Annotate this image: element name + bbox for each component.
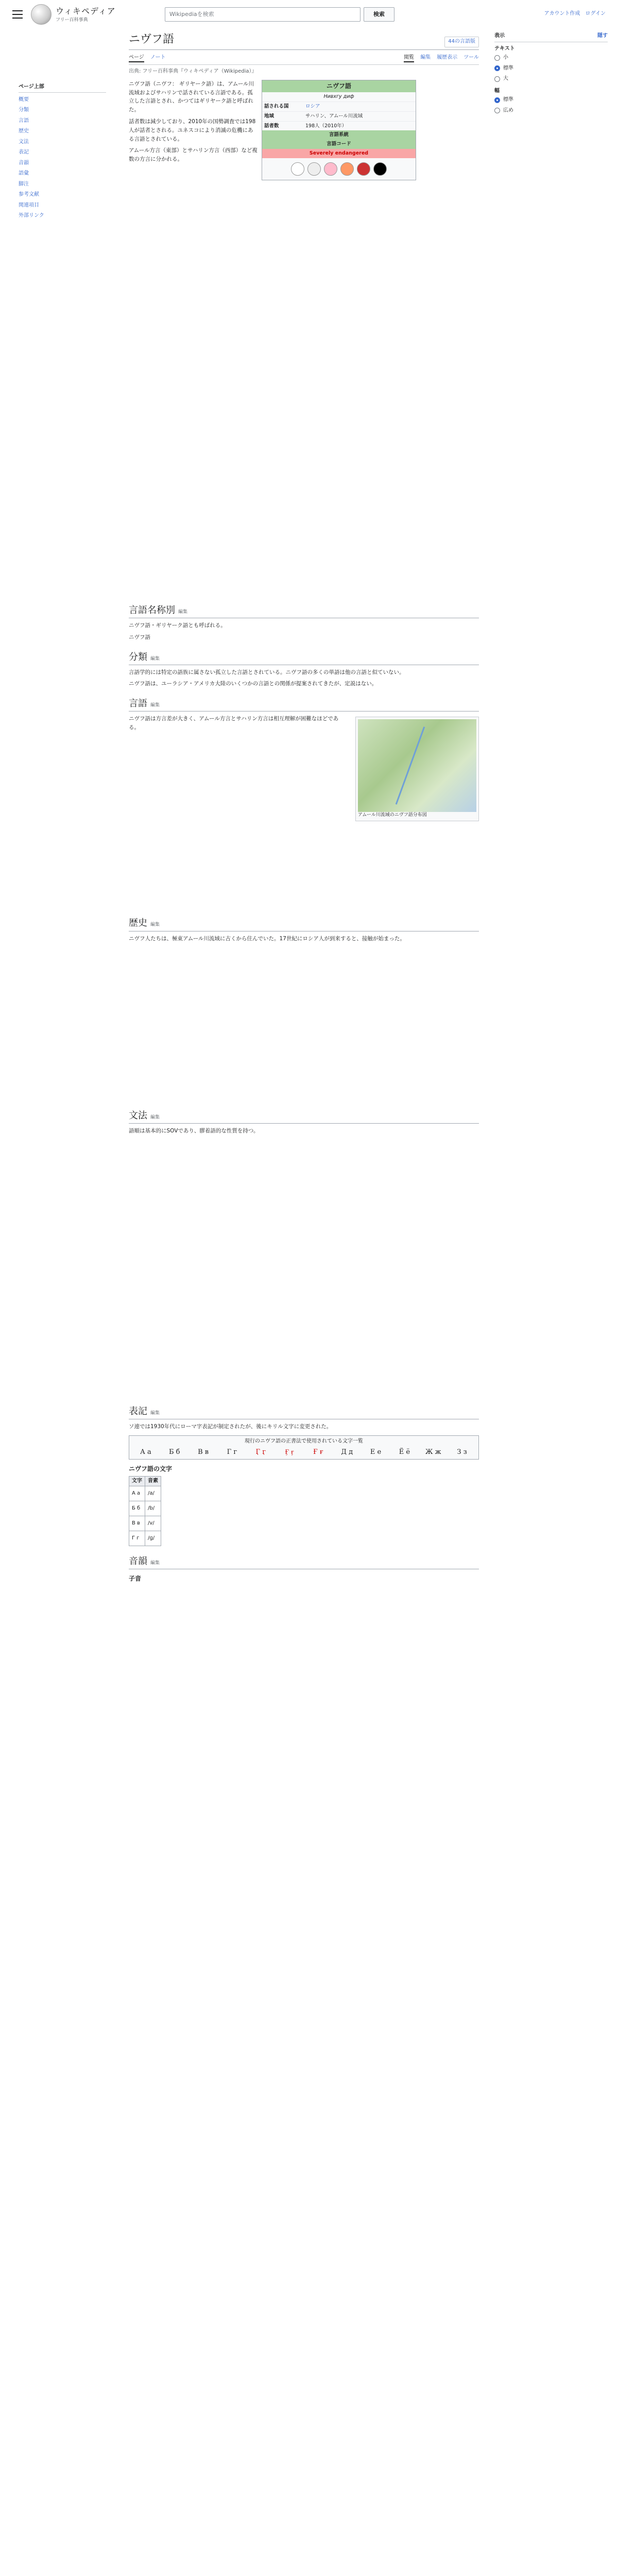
tab-history[interactable]: 履歴表示	[437, 54, 458, 60]
section-heading: 言語 編集	[129, 697, 479, 711]
section-paragraph: ニヴフ語	[129, 634, 150, 640]
figure-caption: アムール川流域のニヴフ語分布図	[358, 812, 427, 818]
toc-item[interactable]: 参考文献	[19, 192, 39, 197]
edit-link[interactable]: 編集	[150, 922, 160, 928]
distribution-map[interactable]	[358, 719, 476, 812]
infobox-value: サハリン、アムール川流域	[305, 113, 363, 119]
table-row	[129, 1516, 161, 1531]
toc-item[interactable]: 関連項目	[19, 202, 39, 208]
radio-icon	[494, 55, 500, 61]
infobox-subtitle: Нивхгу диф	[323, 94, 354, 100]
lead-paragraph: ニヴフ語（ニヴフ： ギリヤーク語）は、アムール川流域およびサハリンで話されている言語である。孤立した言語とされ、かつてはギリヤーク語と呼ばれた。	[129, 80, 254, 113]
section-heading: 表記 編集	[129, 1404, 479, 1419]
width-standard[interactable]: 標準	[494, 95, 608, 106]
infobox-status: Severely endangered	[262, 149, 416, 158]
article-main	[129, 31, 479, 1586]
width-label: 幅	[494, 88, 500, 94]
column-header: 文字	[129, 1476, 145, 1486]
table-cell: Г г	[129, 1531, 145, 1546]
tab-page[interactable]: ページ	[129, 54, 144, 63]
hide-button[interactable]: 隠す	[597, 33, 608, 39]
alphabet-box	[129, 1435, 479, 1460]
table-cell: /v/	[145, 1516, 161, 1531]
tab-read[interactable]: 閲覧	[404, 54, 414, 63]
text-size-standard[interactable]: 標準	[494, 63, 608, 74]
table-cell: Б б	[129, 1501, 145, 1516]
alphabet-letter: В в	[198, 1448, 209, 1456]
letters-heading: ニヴフ語の文字	[129, 1465, 173, 1473]
section-paragraph: ニヴフ語は方言差が大きく、アムール方言とサハリン方言は相互理解が困難なほどである。	[129, 716, 339, 731]
section-paragraph: 言語学的には特定の語族に属さない孤立した言語とされている。ニヴフ語の多くの単語は他の言語と似ていない。	[129, 669, 405, 675]
alphabet-letter: З з	[457, 1448, 467, 1456]
infobox-key: 話者数	[264, 123, 279, 129]
lead-paragraph: 話者数は減少しており、2010年の国勢調査では198人が話者とされる。ユネスコにより消滅の危機にある言語とされている。	[129, 118, 256, 142]
text-size-large[interactable]: 大	[494, 74, 608, 84]
table-cell: А а	[129, 1486, 145, 1501]
section-heading: 音韻 編集	[129, 1554, 479, 1569]
toc-item[interactable]: 脚注	[19, 181, 29, 187]
width-wide[interactable]: 広め	[494, 106, 608, 116]
toc-item[interactable]: 分類	[19, 107, 29, 113]
page-title: ニヴフ語	[129, 32, 175, 45]
section-heading: 分類 編集	[129, 650, 479, 665]
edit-link[interactable]: 編集	[150, 1115, 160, 1121]
section-paragraph: ニヴフ人たちは、極東アムール川流域に古くから住んでいた。17世紀にロシア人が到来すると、接触が始まった。	[129, 935, 405, 942]
infobox-key: 話される国	[264, 104, 289, 110]
section-paragraph: ニヴフ語は、ユーラシア・アメリカ大陸のいくつかの言語との関係が提案されてきたが、定説はない。	[129, 681, 377, 687]
toc-item[interactable]: 概要	[19, 96, 29, 103]
user-links	[544, 10, 606, 18]
section-paragraph: ニヴフ語・ギリヤーク語とも呼ばれる。	[129, 622, 226, 629]
section-heading: 言語名称別 編集	[129, 603, 479, 618]
alphabet-letter: Е е	[370, 1448, 382, 1456]
infobox-section: 言語コード	[262, 140, 416, 149]
edit-link[interactable]: 編集	[150, 656, 160, 662]
source-line: 出典: フリー百科事典『ウィキペディア（Wikipedia）』	[129, 69, 257, 75]
language-button[interactable]: 44の言語版	[444, 37, 479, 47]
infobox-key: 地域	[264, 113, 274, 119]
toc-item[interactable]: 文法	[19, 139, 29, 145]
alphabet-letter: А а	[140, 1448, 151, 1456]
page-tabs	[129, 52, 479, 65]
toc-item[interactable]: 言語	[19, 117, 29, 124]
search-button[interactable]: 検索	[364, 7, 394, 22]
tab-talk[interactable]: ノート	[150, 54, 166, 60]
search-input[interactable]: Wikipediaを検索	[165, 7, 360, 22]
alphabet-grid	[131, 1448, 476, 1458]
table-cell: /b/	[145, 1501, 161, 1516]
table-cell: /a/	[145, 1486, 161, 1501]
section-heading: 歴史 編集	[129, 916, 479, 931]
infobox	[262, 80, 416, 180]
lead-area	[129, 80, 479, 595]
table-cell: В в	[129, 1516, 145, 1531]
globe-logo-icon	[31, 4, 52, 25]
infobox-value: 198人（2010年）	[305, 123, 347, 129]
alphabet-letter: Ӷ ӷ	[255, 1448, 266, 1456]
toc-item[interactable]: 語彙	[19, 171, 29, 176]
section-heading: 文法 編集	[129, 1109, 479, 1124]
map-figure	[355, 717, 479, 821]
section-paragraph: 語順は基本的にSOVであり、膠着語的な性質を持つ。	[129, 1128, 259, 1134]
radio-icon	[494, 108, 500, 113]
radio-selected-icon	[494, 65, 500, 71]
edit-link[interactable]: 編集	[178, 609, 188, 615]
alphabet-letter: Ғ ғ	[313, 1448, 323, 1456]
infobox-row	[262, 111, 416, 121]
infobox-row	[262, 121, 416, 131]
panel-header	[494, 31, 608, 42]
consonant-heading: 子音	[129, 1575, 142, 1583]
menu-icon[interactable]	[12, 10, 23, 19]
column-header: 音素	[145, 1476, 161, 1486]
alphabet-letter: Ж ж	[425, 1448, 441, 1456]
table-header-row	[129, 1476, 161, 1486]
letters-table	[129, 1476, 161, 1547]
section-paragraph: ソ連では1930年代にローマ字表記が制定されたが、後にキリル文字に変更された。	[129, 1423, 332, 1430]
toc-item[interactable]: 音韻	[19, 160, 29, 166]
alphabet-title: 現行のニヴフ語の正書法で使用されている文字一覧	[245, 1438, 363, 1445]
alphabet-letter: Г г	[227, 1448, 237, 1456]
table-row	[129, 1531, 161, 1546]
toc-heading: ページ上部	[19, 82, 106, 93]
radio-icon	[494, 76, 500, 82]
login-link[interactable]: ログイン	[585, 11, 606, 16]
tab-edit[interactable]: 編集	[420, 54, 431, 60]
tab-tools[interactable]: ツール	[464, 54, 479, 60]
alphabet-letter: Ё ё	[399, 1448, 410, 1456]
toc-item[interactable]: 外部リンク	[19, 213, 44, 218]
site-name: ウィキペディア	[56, 6, 116, 16]
infobox-row	[262, 101, 416, 111]
text-size-label: テキスト	[494, 45, 515, 52]
infobox-value[interactable]: ロシア	[305, 104, 320, 110]
appearance-panel	[494, 31, 608, 116]
toc-sidebar	[19, 82, 106, 222]
infobox-section: 言語系統	[262, 130, 416, 140]
infobox-title: ニヴフ語	[262, 80, 416, 92]
edit-link[interactable]: 編集	[150, 1411, 160, 1416]
alphabet-letter: Ӻ ӻ	[285, 1448, 294, 1456]
site-tagline: フリー百科事典	[56, 18, 88, 23]
lead-text	[129, 80, 258, 164]
site-logo[interactable]	[31, 4, 116, 25]
table-row	[129, 1501, 161, 1516]
radio-selected-icon	[494, 97, 500, 103]
create-account-link[interactable]: アカウント作成	[544, 11, 580, 16]
title-row	[129, 31, 479, 50]
toc-item[interactable]: 表記	[19, 149, 29, 155]
edit-link[interactable]: 編集	[150, 703, 160, 708]
table-row	[129, 1486, 161, 1501]
endangerment-scale	[262, 158, 416, 180]
alphabet-letter: Д д	[341, 1448, 353, 1456]
table-cell: /ɡ/	[145, 1531, 161, 1546]
text-size-small[interactable]: 小	[494, 53, 608, 63]
panel-title: 表示	[494, 33, 505, 39]
alphabet-letter: Б б	[168, 1448, 180, 1456]
edit-link[interactable]: 編集	[150, 1561, 160, 1566]
lead-paragraph: アムール方言（東部）とサハリン方言（西部）など複数の方言に分かれる。	[129, 147, 258, 163]
toc-item[interactable]: 歴史	[19, 128, 29, 134]
